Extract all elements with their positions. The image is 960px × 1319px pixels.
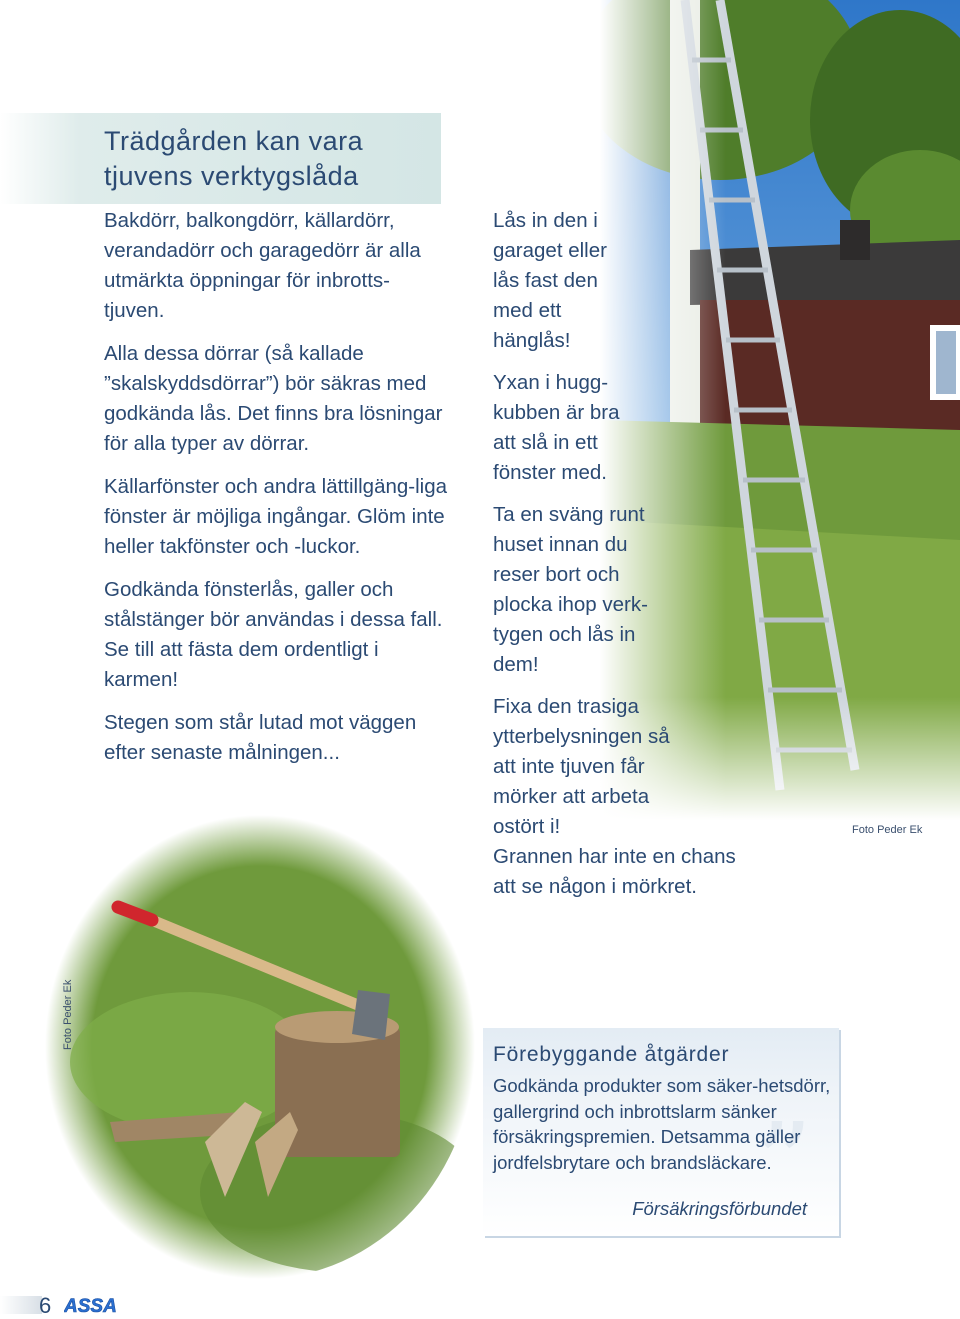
page-number: 6 <box>39 1293 52 1318</box>
paragraph-lighting: Fixa den trasiga ytterbelysningen så att inte tjuven får mörker att arbeta ostört i! <box>493 695 670 838</box>
photo-credit-ladder: Foto Peder Ek <box>852 824 923 836</box>
photo-credit-axe: Foto Peder Ek <box>62 979 74 1050</box>
axe-photo <box>40 812 480 1282</box>
left-column <box>104 206 449 781</box>
paragraph-walk-around: Ta en sväng runt huset innan du reser bort och plocka ihop verk-tygen och lås in dem! <box>493 503 648 676</box>
page-title: Trädgården kan vara tjuvens verktygslåda <box>104 126 364 191</box>
info-box-body: Godkända produkter som säker-hetsdörr, gallergrind och inbrottslarm sänker försäkringspremien. Detsamma gäller jordfelsbrytare och brandsläckare. <box>493 1075 831 1173</box>
info-box-signature: Försäkringsförbundet <box>632 1198 807 1219</box>
paragraph-neighbour: Grannen har inte en chans att se någon i mörkret. <box>493 845 736 898</box>
paragraph-ladder: Stegen som står lutad mot väggen efter senaste målningen... <box>104 711 417 764</box>
paragraph-window-locks: Godkända fönsterlås, galler och stålstänger bör användas i dessa fall. Se till att fästa dem ordentligt i karmen! <box>104 578 443 691</box>
footer-bar <box>0 1296 42 1314</box>
paragraph-doors: Bakdörr, balkongdörr, källardörr, verandadörr och garagedörr är alla utmärkta öppningar för inbrotts-tjuven. <box>104 209 421 322</box>
paragraph-axe: Yxan i hugg-kubben är bra att slå in ett fönster med. <box>493 371 620 484</box>
svg-text:ASSA: ASSA <box>64 1296 117 1316</box>
paragraph-lock-ladder: Lås in den i garaget eller lås fast den med ett hänglås! <box>493 209 607 352</box>
middle-column <box>493 206 773 914</box>
paragraph-locks: Alla dessa dörrar (så kallade ”skalskyddsdörrar”) bör säkras med godkända lås. Det finns bra lösningar för alla typer av dörrar. <box>104 342 443 455</box>
brand-logo <box>64 1294 120 1316</box>
info-box-title: Förebyggande åtgärder <box>493 1043 730 1066</box>
paragraph-windows: Källarfönster och andra lättillgäng-liga fönster är möjliga ingångar. Glöm inte heller takfönster och -luckor. <box>104 475 448 558</box>
quote-mark-icon: ” <box>756 1099 813 1227</box>
